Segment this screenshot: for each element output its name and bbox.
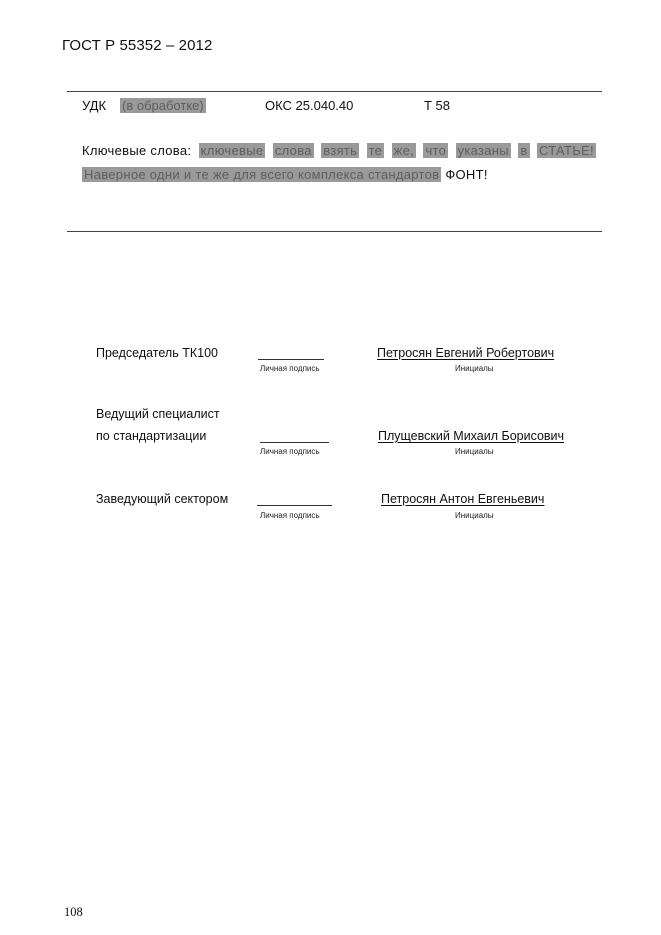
keyword-word: взять	[323, 143, 358, 158]
signature-caption: Личная подпись	[260, 511, 320, 520]
t-code: Т 58	[424, 98, 451, 113]
signatory-role-chairman: Председатель ТК100	[96, 346, 218, 360]
keyword-word: те	[368, 143, 383, 158]
signatory-name: Петросян Евгений Робертович	[377, 346, 555, 360]
top-divider	[67, 91, 602, 92]
signature-line	[260, 442, 329, 443]
signatory-role-sector-head: Заведующий сектором	[96, 492, 229, 506]
initials-caption: Инициалы	[455, 364, 494, 373]
keywords-highlighted-text: Наверное одни и те же для всего комплекса стандартов	[84, 167, 440, 182]
signatory-role-specialist-cont: по стандартизации	[96, 429, 207, 443]
keywords-line-1	[82, 143, 596, 158]
bottom-divider	[67, 231, 602, 232]
keyword-word: СТАТЬЕ!	[538, 143, 594, 158]
udk-value-highlight: (в обработке)	[122, 98, 204, 113]
initials-caption: Инициалы	[455, 511, 494, 520]
keyword-word: слова	[274, 143, 312, 158]
signatory-name: Плущевский Михаил Борисович	[378, 429, 565, 443]
signature-caption: Личная подпись	[260, 447, 320, 456]
initials-caption: Инициалы	[455, 447, 494, 456]
signature-caption: Личная подпись	[260, 364, 320, 373]
keyword-word: ключевые	[200, 143, 264, 158]
udk-label: УДК	[82, 98, 107, 113]
signature-line	[257, 505, 332, 506]
oks-code: ОКС 25.040.40	[265, 98, 354, 113]
signatory-role-specialist: Ведущий специалист	[96, 407, 220, 421]
standard-code: ГОСТ Р 55352 – 2012	[62, 37, 213, 54]
keywords-tail-text: ФОНТ!	[441, 167, 488, 182]
keyword-word: что	[425, 143, 447, 158]
udk-value	[120, 98, 206, 113]
keywords-label: Ключевые слова:	[82, 143, 192, 158]
keyword-word: указаны	[457, 143, 509, 158]
keywords-line-2	[82, 167, 488, 182]
signatory-name: Петросян Антон Евгеньевич	[381, 492, 545, 506]
keyword-word: в	[520, 143, 528, 158]
keyword-word: же,	[393, 143, 415, 158]
signature-line	[258, 359, 324, 360]
page-number: 108	[64, 905, 83, 919]
